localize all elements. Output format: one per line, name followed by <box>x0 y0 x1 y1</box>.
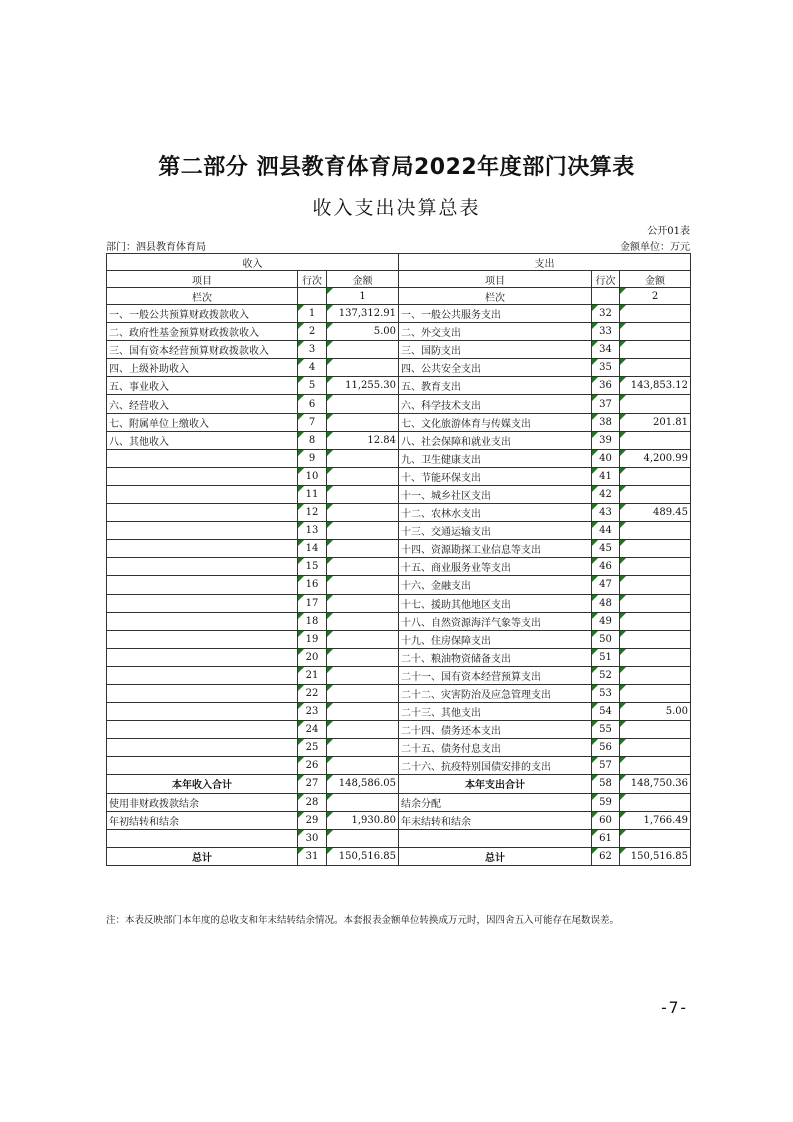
expense-item: 年末结转和结余 <box>399 811 592 829</box>
income-amount <box>327 413 399 431</box>
income-row-number: 25 <box>298 739 327 757</box>
expense-amount <box>620 612 691 630</box>
income-amount <box>327 395 399 413</box>
expense-row-number: 50 <box>592 630 620 648</box>
income-row-number: 5 <box>298 377 327 395</box>
expense-item <box>399 829 592 847</box>
income-row-number: 30 <box>298 829 327 847</box>
table-row <box>107 305 691 323</box>
income-row-blank <box>298 288 327 305</box>
expense-row-number: 62 <box>592 847 620 865</box>
income-item-header: 项目 <box>107 271 298 288</box>
income-row-number: 17 <box>298 594 327 612</box>
unit-label: 金额单位：万元 <box>620 242 690 253</box>
income-column-number: 1 <box>327 288 399 305</box>
income-amount <box>327 612 399 630</box>
income-item <box>107 829 298 847</box>
income-item <box>107 558 298 576</box>
expense-amount <box>620 431 691 449</box>
income-amount: 12.84 <box>327 431 399 449</box>
income-amount <box>327 684 399 702</box>
expense-item: 三、国防支出 <box>399 341 592 359</box>
expense-row-number: 48 <box>592 594 620 612</box>
expense-amount <box>620 395 691 413</box>
income-row-number: 7 <box>298 413 327 431</box>
expense-amount <box>620 522 691 540</box>
expense-item: 本年支出合计 <box>399 775 592 793</box>
expense-row-number: 37 <box>592 395 620 413</box>
expense-amount: 4,200.99 <box>620 449 691 467</box>
income-item <box>107 504 298 522</box>
year-total-row <box>107 775 691 793</box>
expense-row-number: 44 <box>592 522 620 540</box>
income-item <box>107 485 298 503</box>
expense-item: 十一、城乡社区支出 <box>399 485 592 503</box>
expense-row-number: 57 <box>592 757 620 775</box>
expense-item: 二十二、灾害防治及应急管理支出 <box>399 684 592 702</box>
table-row <box>107 558 691 576</box>
income-amount <box>327 485 399 503</box>
income-row-number: 21 <box>298 666 327 684</box>
expense-row-number: 38 <box>592 413 620 431</box>
income-row-header: 行次 <box>298 271 327 288</box>
expense-amount <box>620 558 691 576</box>
income-item <box>107 739 298 757</box>
income-amount <box>327 576 399 594</box>
expense-item: 结余分配 <box>399 793 592 811</box>
expense-row-number: 35 <box>592 359 620 377</box>
expense-item: 八、社会保障和就业支出 <box>399 431 592 449</box>
expense-row-number: 42 <box>592 485 620 503</box>
income-amount <box>327 449 399 467</box>
income-row-number: 20 <box>298 648 327 666</box>
table-row <box>107 395 691 413</box>
income-amount <box>327 341 399 359</box>
group-header-row <box>107 254 691 271</box>
income-item: 年初结转和结余 <box>107 811 298 829</box>
expense-amount: 150,516.85 <box>620 847 691 865</box>
table-title: 收入支出决算总表 <box>312 197 481 219</box>
income-row-number: 15 <box>298 558 327 576</box>
income-amount: 11,255.30 <box>327 377 399 395</box>
expense-column-label: 栏次 <box>399 288 592 305</box>
footnote: 注：本表反映部门本年度的总收支和年末结转结余情况。本套报表金额单位转换成万元时，因四舍五入可能存在尾数误差。 <box>106 915 620 926</box>
expense-row-number: 34 <box>592 341 620 359</box>
income-row-number: 1 <box>298 305 327 323</box>
income-amount <box>327 522 399 540</box>
form-number: 公开01表 <box>647 226 690 237</box>
income-expense-table <box>106 253 691 866</box>
income-row-number: 11 <box>298 485 327 503</box>
table-row <box>107 666 691 684</box>
income-item: 本年收入合计 <box>107 775 298 793</box>
expense-item: 五、教育支出 <box>399 377 592 395</box>
expense-item: 十四、资源勘探工业信息等支出 <box>399 540 592 558</box>
income-row-number: 3 <box>298 341 327 359</box>
table-row <box>107 540 691 558</box>
income-row-number: 4 <box>298 359 327 377</box>
income-amount <box>327 467 399 485</box>
table-row <box>107 612 691 630</box>
income-amount: 5.00 <box>327 323 399 341</box>
expense-group-header: 支出 <box>399 254 691 271</box>
income-column-label: 栏次 <box>107 288 298 305</box>
income-item: 七、附属单位上缴收入 <box>107 413 298 431</box>
income-row-number: 26 <box>298 757 327 775</box>
income-item <box>107 666 298 684</box>
expense-amount <box>620 540 691 558</box>
income-row-number: 9 <box>298 449 327 467</box>
income-item <box>107 576 298 594</box>
expense-item: 十六、金融支出 <box>399 576 592 594</box>
income-row-number: 10 <box>298 467 327 485</box>
table-row <box>107 811 691 829</box>
table-row <box>107 377 691 395</box>
income-item: 五、事业收入 <box>107 377 298 395</box>
income-amount <box>327 793 399 811</box>
table-row <box>107 630 691 648</box>
table-row <box>107 721 691 739</box>
expense-amount: 143,853.12 <box>620 377 691 395</box>
expense-item: 七、文化旅游体育与传媒支出 <box>399 413 592 431</box>
expense-row-number: 33 <box>592 323 620 341</box>
expense-row-number: 40 <box>592 449 620 467</box>
expense-row-number: 36 <box>592 377 620 395</box>
income-amount <box>327 703 399 721</box>
expense-amount: 5.00 <box>620 703 691 721</box>
income-amount <box>327 757 399 775</box>
department-label: 部门：泗县教育体育局 <box>106 242 206 253</box>
expense-item: 二十一、国有资本经营预算支出 <box>399 666 592 684</box>
expense-item: 二十四、债务还本支出 <box>399 721 592 739</box>
expense-row-number: 55 <box>592 721 620 739</box>
income-amount <box>327 630 399 648</box>
expense-amount <box>620 594 691 612</box>
expense-item: 十、节能环保支出 <box>399 467 592 485</box>
expense-item: 十七、援助其他地区支出 <box>399 594 592 612</box>
expense-amount: 201.81 <box>620 413 691 431</box>
expense-item: 六、科学技术支出 <box>399 395 592 413</box>
expense-amount <box>620 666 691 684</box>
table-row <box>107 323 691 341</box>
income-amount: 137,312.91 <box>327 305 399 323</box>
income-item: 八、其他收入 <box>107 431 298 449</box>
expense-row-number: 59 <box>592 793 620 811</box>
expense-amount <box>620 684 691 702</box>
expense-row-number: 39 <box>592 431 620 449</box>
table-row <box>107 485 691 503</box>
income-item <box>107 703 298 721</box>
income-item <box>107 648 298 666</box>
income-group-header: 收入 <box>107 254 399 271</box>
income-row-number: 13 <box>298 522 327 540</box>
income-row-number: 24 <box>298 721 327 739</box>
expense-row-number: 58 <box>592 775 620 793</box>
income-item <box>107 449 298 467</box>
expense-amount <box>620 359 691 377</box>
expense-item: 二十六、抗疫特别国债安排的支出 <box>399 757 592 775</box>
expense-item: 十三、交通运输支出 <box>399 522 592 540</box>
expense-amount <box>620 793 691 811</box>
income-item <box>107 721 298 739</box>
income-item: 三、国有资本经营预算财政拨款收入 <box>107 341 298 359</box>
grand-total-row <box>107 847 691 865</box>
table-row <box>107 413 691 431</box>
income-amount <box>327 540 399 558</box>
income-amount <box>327 829 399 847</box>
table-row <box>107 648 691 666</box>
expense-amount <box>620 467 691 485</box>
income-row-number: 29 <box>298 811 327 829</box>
income-amount <box>327 666 399 684</box>
income-item: 六、经营收入 <box>107 395 298 413</box>
expense-item: 二、外交支出 <box>399 323 592 341</box>
income-row-number: 23 <box>298 703 327 721</box>
income-row-number: 18 <box>298 612 327 630</box>
expense-row-blank <box>592 288 620 305</box>
expense-row-number: 53 <box>592 684 620 702</box>
table-row <box>107 594 691 612</box>
income-amount <box>327 739 399 757</box>
expense-row-number: 45 <box>592 540 620 558</box>
income-amount <box>327 504 399 522</box>
income-amount-header: 金额 <box>327 271 399 288</box>
table-row <box>107 431 691 449</box>
table-row <box>107 793 691 811</box>
table-row <box>107 359 691 377</box>
expense-item: 十二、农林水支出 <box>399 504 592 522</box>
income-item <box>107 612 298 630</box>
expense-row-number: 60 <box>592 811 620 829</box>
expense-item: 四、公共安全支出 <box>399 359 592 377</box>
expense-row-number: 52 <box>592 666 620 684</box>
income-item <box>107 594 298 612</box>
income-amount <box>327 558 399 576</box>
income-item: 四、上级补助收入 <box>107 359 298 377</box>
income-row-number: 22 <box>298 684 327 702</box>
page-number: -7- <box>659 998 688 1017</box>
table-row <box>107 829 691 847</box>
income-item: 总计 <box>107 847 298 865</box>
expense-row-number: 51 <box>592 648 620 666</box>
expense-item: 一、一般公共服务支出 <box>399 305 592 323</box>
income-item: 使用非财政拨款结余 <box>107 793 298 811</box>
table-row <box>107 739 691 757</box>
income-item: 二、政府性基金预算财政拨款收入 <box>107 323 298 341</box>
income-amount: 150,516.85 <box>327 847 399 865</box>
income-amount <box>327 721 399 739</box>
expense-amount <box>620 739 691 757</box>
expense-amount <box>620 648 691 666</box>
expense-amount <box>620 305 691 323</box>
expense-row-number: 46 <box>592 558 620 576</box>
expense-item: 二十、粮油物资储备支出 <box>399 648 592 666</box>
expense-amount <box>620 485 691 503</box>
expense-amount: 489.45 <box>620 504 691 522</box>
income-row-number: 2 <box>298 323 327 341</box>
income-row-number: 27 <box>298 775 327 793</box>
income-item <box>107 467 298 485</box>
page-title: 第二部分 泗县教育体育局2022年度部门决算表 <box>158 155 635 180</box>
expense-row-number: 49 <box>592 612 620 630</box>
expense-row-number: 61 <box>592 829 620 847</box>
expense-row-number: 54 <box>592 703 620 721</box>
expense-row-number: 56 <box>592 739 620 757</box>
income-row-number: 28 <box>298 793 327 811</box>
income-row-number: 16 <box>298 576 327 594</box>
expense-item: 二十五、债务付息支出 <box>399 739 592 757</box>
expense-amount: 148,750.36 <box>620 775 691 793</box>
table-row <box>107 449 691 467</box>
income-row-number: 19 <box>298 630 327 648</box>
expense-amount <box>620 757 691 775</box>
income-row-number: 6 <box>298 395 327 413</box>
table-row <box>107 703 691 721</box>
income-item <box>107 522 298 540</box>
table-row <box>107 576 691 594</box>
expense-item: 总计 <box>399 847 592 865</box>
column-header-row <box>107 271 691 288</box>
income-amount <box>327 594 399 612</box>
expense-row-number: 43 <box>592 504 620 522</box>
expense-row-number: 41 <box>592 467 620 485</box>
table-row <box>107 341 691 359</box>
expense-row-number: 32 <box>592 305 620 323</box>
income-row-number: 14 <box>298 540 327 558</box>
table-row <box>107 684 691 702</box>
income-amount: 148,586.05 <box>327 775 399 793</box>
expense-amount <box>620 576 691 594</box>
income-amount <box>327 648 399 666</box>
income-row-number: 31 <box>298 847 327 865</box>
table-row <box>107 757 691 775</box>
table-row <box>107 467 691 485</box>
income-item <box>107 757 298 775</box>
expense-amount: 1,766.49 <box>620 811 691 829</box>
income-amount: 1,930.80 <box>327 811 399 829</box>
expense-row-number: 47 <box>592 576 620 594</box>
income-item: 一、一般公共预算财政拨款收入 <box>107 305 298 323</box>
income-row-number: 8 <box>298 431 327 449</box>
expense-item: 二十三、其他支出 <box>399 703 592 721</box>
expense-item: 十九、住房保障支出 <box>399 630 592 648</box>
expense-amount <box>620 341 691 359</box>
income-item <box>107 684 298 702</box>
table-row <box>107 504 691 522</box>
income-amount <box>327 359 399 377</box>
expense-item: 九、卫生健康支出 <box>399 449 592 467</box>
table-row <box>107 522 691 540</box>
income-item <box>107 540 298 558</box>
income-item <box>107 630 298 648</box>
expense-item: 十五、商业服务业等支出 <box>399 558 592 576</box>
expense-item: 十八、自然资源海洋气象等支出 <box>399 612 592 630</box>
expense-item-header: 项目 <box>399 271 592 288</box>
expense-amount <box>620 721 691 739</box>
column-number-row <box>107 288 691 305</box>
expense-amount-header: 金额 <box>620 271 691 288</box>
expense-amount <box>620 829 691 847</box>
expense-column-number: 2 <box>620 288 691 305</box>
expense-amount <box>620 630 691 648</box>
expense-row-header: 行次 <box>592 271 620 288</box>
expense-amount <box>620 323 691 341</box>
income-row-number: 12 <box>298 504 327 522</box>
